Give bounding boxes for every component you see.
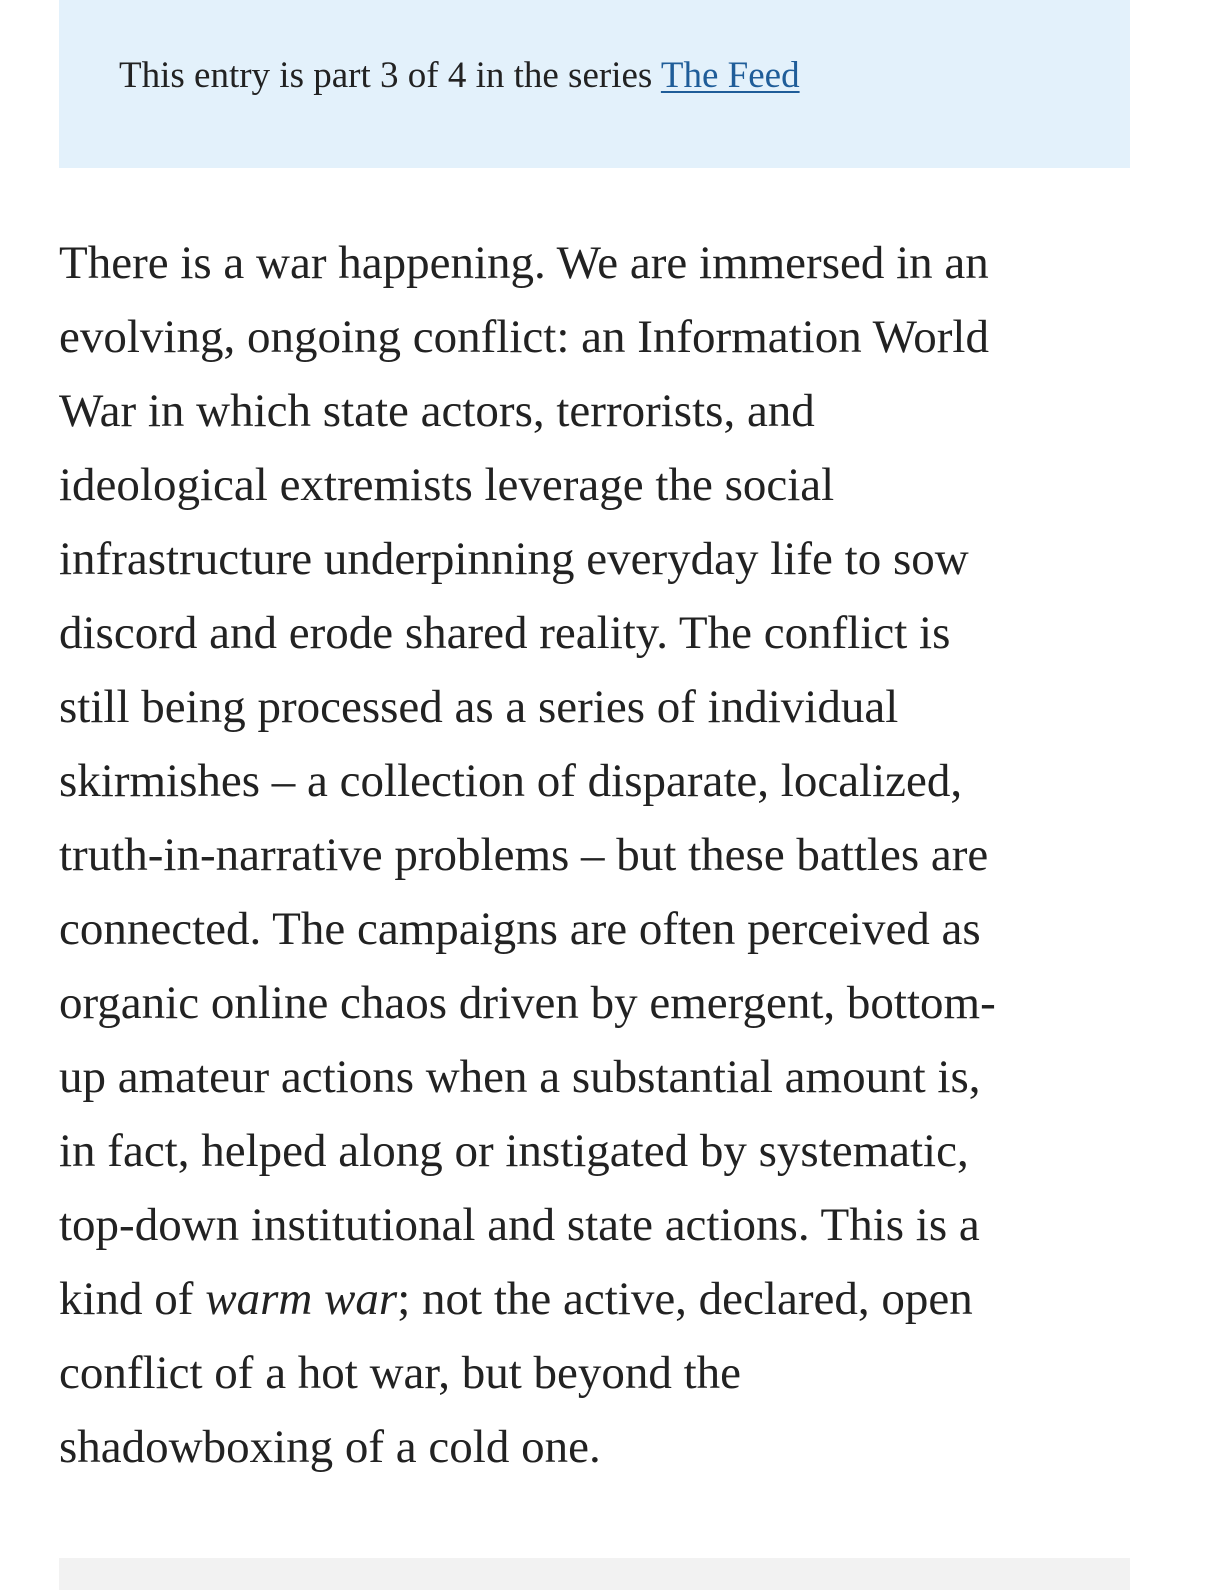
next-section-edge — [59, 1558, 1130, 1590]
body-line: organic online chaos driven by emergent, bottom- — [59, 977, 996, 1029]
body-line: evolving, ongoing conflict: an Information World — [59, 311, 989, 363]
body-line: truth-in-narrative problems – but these battles are — [59, 829, 989, 881]
series-notice-box — [59, 0, 1130, 168]
body-line-warm-war — [59, 1262, 1131, 1336]
warm-war-emphasis: warm war — [205, 1273, 398, 1325]
article-body — [59, 226, 1131, 1484]
series-link[interactable]: The Feed — [660, 55, 800, 96]
body-line-part: kind of — [59, 1273, 206, 1325]
body-line: discord and erode shared reality. The conflict is — [59, 607, 951, 659]
series-notice — [119, 54, 1130, 98]
body-line: shadowboxing of a cold one. — [59, 1421, 601, 1473]
body-line: top-down institutional and state actions. This is a — [59, 1199, 980, 1251]
series-notice-text: This entry is part 3 of 4 in the series — [119, 55, 661, 96]
body-line: There is a war happening. We are immersed in an — [59, 237, 989, 289]
body-line: up amateur actions when a substantial amount is, — [59, 1051, 981, 1103]
body-line: War in which state actors, terrorists, and — [59, 385, 815, 437]
body-line: conflict of a hot war, but beyond the — [59, 1347, 742, 1399]
body-line: connected. The campaigns are often perceived as — [59, 903, 981, 955]
body-line-part: ; not the active, declared, open — [397, 1273, 973, 1325]
body-line: in fact, helped along or instigated by systematic, — [59, 1125, 969, 1177]
body-line: ideological extremists leverage the social — [59, 459, 835, 511]
body-line: skirmishes – a collection of disparate, localized, — [59, 755, 963, 807]
body-line: infrastructure underpinning everyday life to sow — [59, 533, 969, 585]
body-line: still being processed as a series of individual — [59, 681, 899, 733]
